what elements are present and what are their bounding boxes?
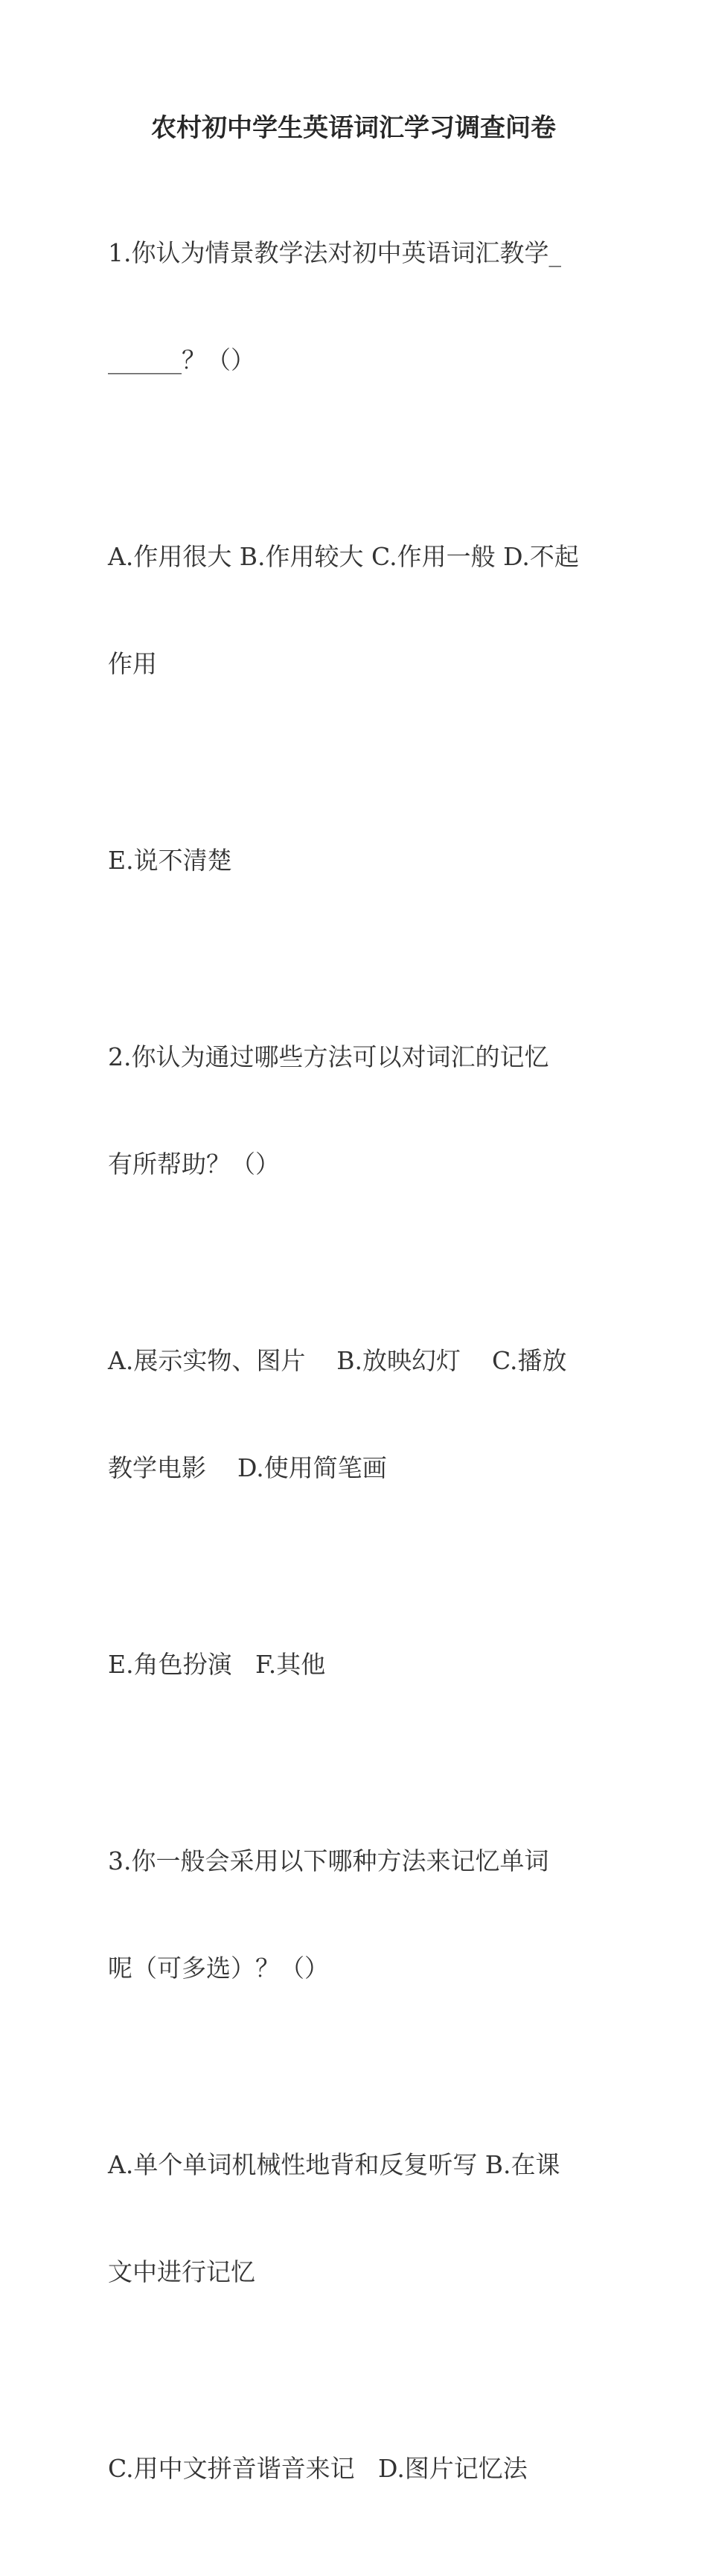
text-line: E.角色扮演 F.其他 <box>108 1650 326 1679</box>
question-3-stem <box>108 1772 603 2058</box>
document-body <box>108 164 603 2576</box>
text-line: 有所帮助？（） <box>108 1150 280 1179</box>
question-1-options <box>108 468 603 753</box>
text-line: 呢（可多选）？（） <box>108 1954 329 1983</box>
text-line: 3.你一般会采用以下哪种方法来记忆单词 <box>108 1846 549 1875</box>
text-line: 文中进行记忆 <box>108 2257 255 2286</box>
text-line: A.展示实物、图片 B.放映幻灯 C.播放 <box>108 1346 567 1375</box>
question-3-options-ab <box>108 2076 603 2362</box>
text-line: A.单个单词机械性地背和反复听写 B.在课 <box>108 2150 560 2179</box>
text-line: 作用 <box>108 649 157 678</box>
question-3-options-cd <box>108 2379 603 2558</box>
question-1-option-e <box>108 771 603 950</box>
question-2-options-ef <box>108 1575 603 1754</box>
text-line: 2.你认为通过哪些方法可以对词汇的记忆 <box>108 1042 549 1071</box>
text-line: ______？（） <box>108 345 255 374</box>
text-line: 1.你认为情景教学法对初中英语词汇教学_ <box>108 238 561 267</box>
question-1-stem <box>108 164 603 450</box>
question-2-options <box>108 1272 603 1558</box>
document-title: 农村初中学生英语词汇学习调查问卷 <box>151 113 556 143</box>
question-2-stem <box>108 968 603 1254</box>
text-line: A.作用很大 B.作用较大 C.作用一般 D.不起 <box>108 542 579 571</box>
text-line: 教学电影 D.使用简笔画 <box>108 1453 387 1482</box>
text-line: E.说不清楚 <box>108 846 232 875</box>
text-line: C.用中文拼音谐音来记 D.图片记忆法 <box>108 2454 528 2483</box>
